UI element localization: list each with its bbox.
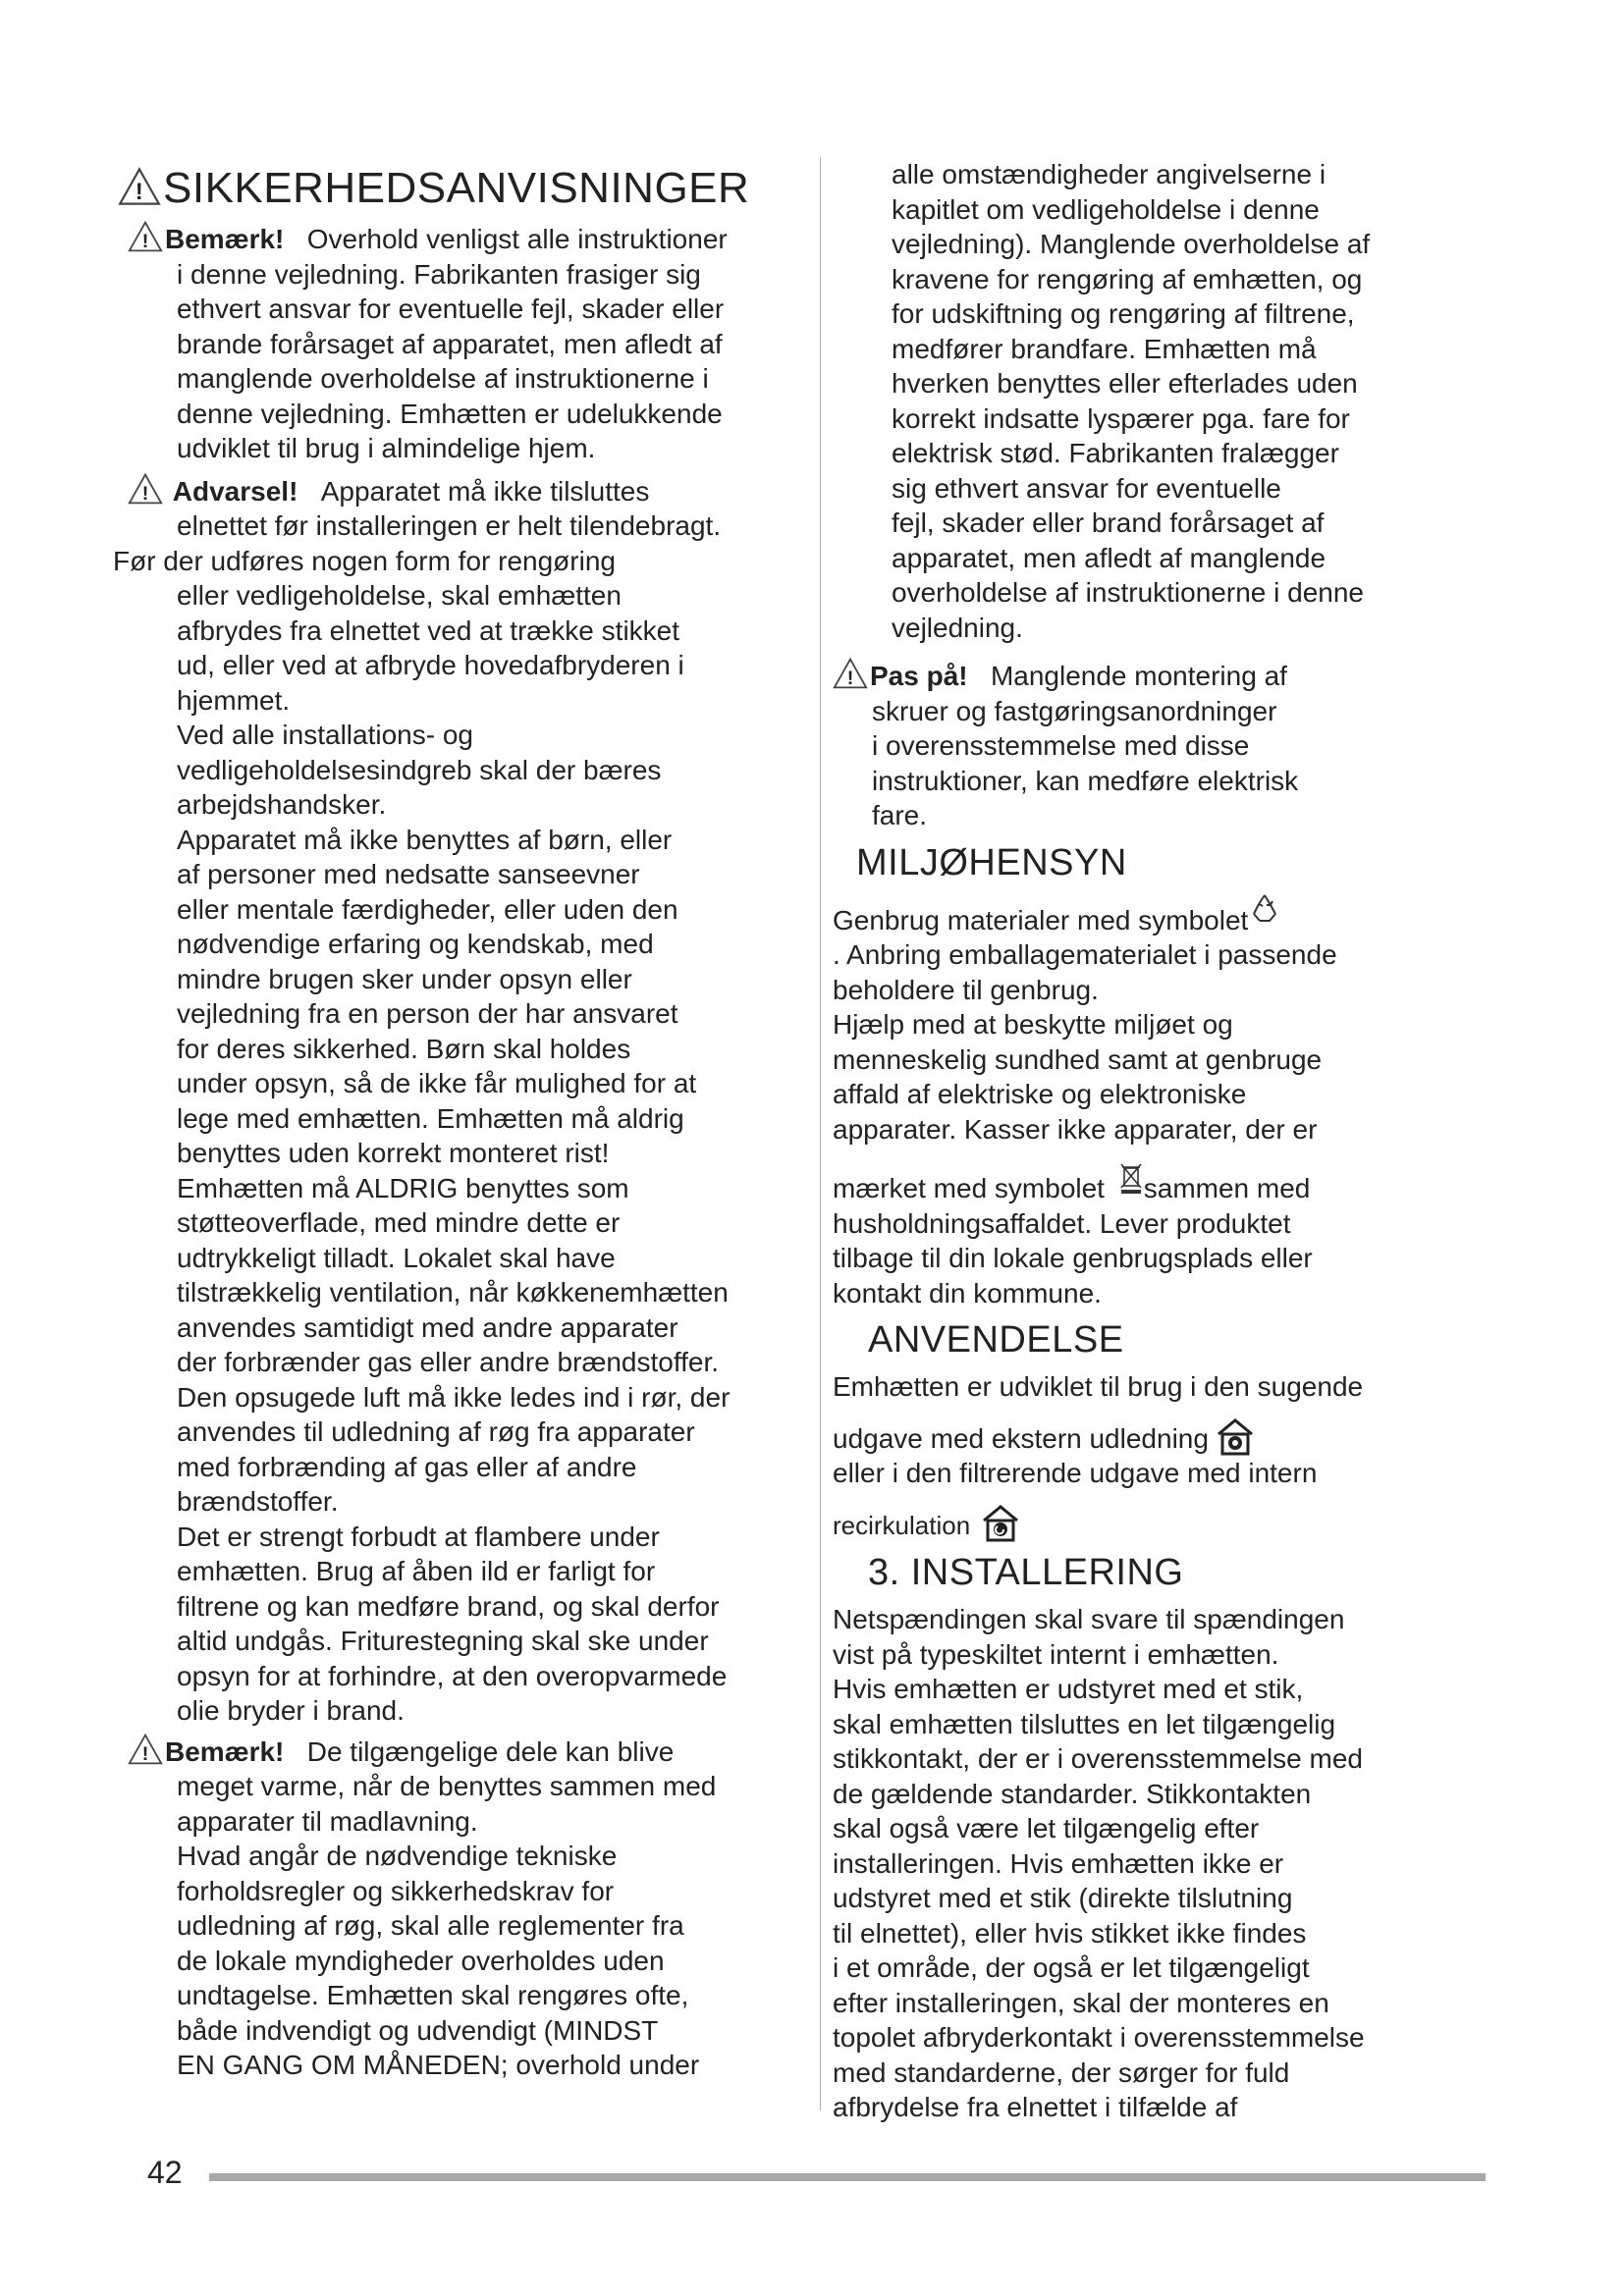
- text-line: af personer med nedsatte sanseevner: [177, 859, 640, 889]
- text-line: tilstrækkelig ventilation, når køkkenemhætten: [177, 1277, 729, 1308]
- right-column: [833, 157, 1432, 2125]
- warning-triangle-icon: [128, 220, 163, 253]
- text-line: elnettet før installeringen er helt tilendebragt.: [177, 510, 722, 541]
- text-line: . Anbring emballagematerialet i passende: [833, 939, 1337, 970]
- text-line: undtagelse. Emhætten skal rengøres ofte,: [177, 1980, 689, 2010]
- text-line: olie bryder i brand.: [177, 1695, 405, 1726]
- note-label: Bemærk!: [165, 224, 285, 254]
- text-line: kapitlet om vedligeholdelse i denne: [892, 193, 1320, 225]
- text-line: Før der udføres nogen form for rengøring: [113, 545, 616, 576]
- text-line: eller i den filtrerende udgave med intern: [833, 1458, 1318, 1488]
- text-line: udstyret med et stik (direkte tilslutning: [833, 1883, 1293, 1913]
- text-line: beholdere til genbrug.: [833, 974, 1099, 1005]
- note-block-2: [128, 1733, 805, 2083]
- text-line: Genbrug materialer med symbolet: [833, 904, 1249, 935]
- text-line: hverken benyttes eller efterlades uden: [892, 368, 1358, 399]
- continued-text: [833, 157, 1432, 645]
- text-line: udledning af røg, skal alle reglementer fra: [177, 1910, 684, 1941]
- page-number: 42: [147, 2155, 183, 2190]
- column-divider: [820, 157, 821, 2110]
- usage-text: [833, 1369, 1432, 1543]
- text-line: emhætten. Brug af åben ild er farligt for: [177, 1556, 656, 1586]
- text-line: skal emhætten tilsluttes en let tilgængelig: [833, 1708, 1336, 1739]
- text-line: stikkontakt, der er i overensstemmelse med: [833, 1743, 1363, 1774]
- warning-label: Advarsel!: [172, 475, 298, 507]
- text-line: Ved alle installations- og: [177, 720, 473, 750]
- svg-text:!: !: [141, 230, 149, 252]
- safety-heading: [118, 161, 805, 216]
- text-line: recirkulation: [833, 1510, 971, 1540]
- install-heading: 3. INSTALLERING: [868, 1552, 1184, 1593]
- text-line: alle omstændigheder angivelserne i: [892, 159, 1326, 189]
- text-line: affald af elektriske og elektroniske: [833, 1079, 1247, 1109]
- text-line: udviklet til brug i almindelige hjem.: [177, 433, 596, 463]
- text-line: Apparatet må ikke tilsluttes: [320, 475, 650, 507]
- text-line: ud, eller ved at afbryde hovedafbryderen i: [177, 650, 684, 680]
- text-line: skal også være let tilgængelig efter: [833, 1813, 1260, 1843]
- text-line: Netspændingen skal svare til spændingen: [833, 1604, 1345, 1634]
- text-line: under opsyn, så de ikke får mulighed for at: [177, 1068, 697, 1098]
- text-line: anvendes samtidigt med andre apparater: [177, 1311, 678, 1343]
- text-line: støtteoverflade, med mindre dette er: [177, 1207, 621, 1238]
- text-line: vejledning). Manglende overholdelse af: [892, 229, 1371, 259]
- text-line: for deres sikkerhed. Børn skal holdes: [177, 1033, 631, 1064]
- safety-body: [113, 544, 805, 1729]
- warning-triangle-icon: [118, 167, 161, 206]
- text-line: i overensstemmelse med disse: [872, 730, 1250, 761]
- text-line: Hvis emhætten er udstyret med et stik,: [833, 1674, 1304, 1704]
- text-line: efter installeringen, skal der monteres en: [833, 1987, 1329, 2018]
- text-line: hjemmet.: [177, 684, 291, 716]
- text-line: Hjælp med at beskytte miljøet og: [833, 1009, 1233, 1040]
- text-line: med standarderne, der sørger for fuld: [833, 2056, 1290, 2088]
- text-line: Den opsugede luft må ikke ledes ind i rør, der: [177, 1381, 731, 1413]
- text-line: Apparatet må ikke benyttes af børn, eller: [177, 824, 673, 855]
- text-line: sammen med: [1143, 1173, 1311, 1203]
- text-line: anvendes til udledning af røg fra apparater: [177, 1416, 695, 1447]
- text-line: der forbrænder gas eller andre brændstoffer.: [177, 1347, 720, 1377]
- text-line: i et område, der også er let tilgængeligt: [833, 1952, 1310, 1983]
- text-line: husholdningsaffaldet. Lever produktet: [833, 1207, 1291, 1239]
- warning-triangle-icon: [128, 1733, 163, 1766]
- text-line: vejledning fra en person der har ansvaret: [177, 998, 678, 1029]
- text-line: lege med emhætten. Emhætten må aldrig: [177, 1102, 684, 1134]
- text-line: Hvad angår de nødvendige tekniske: [177, 1841, 618, 1871]
- svg-text:!: !: [846, 667, 854, 689]
- text-line: topolet afbryderkontakt i overensstemmelse: [833, 2022, 1365, 2053]
- text-line: eller mentale færdigheder, eller uden den: [177, 893, 678, 925]
- text-line: sig ethvert ansvar for eventuelle: [892, 472, 1281, 504]
- caution-label: Pas på!: [870, 661, 968, 691]
- svg-text:!: !: [141, 1742, 149, 1765]
- text-line: i denne vejledning. Fabrikanten frasiger sig: [177, 258, 701, 290]
- text-line: medfører brandfare. Emhætten må: [892, 333, 1317, 364]
- text-line: mindre brugen sker under opsyn eller: [177, 963, 632, 994]
- environment-heading: MILJØHENSYN: [856, 841, 1127, 883]
- text-line: vedligeholdelsesindgreb skal der bæres: [177, 754, 662, 785]
- text-line: Emhætten er udviklet til brug i den sugende: [833, 1371, 1364, 1402]
- text-line: vejledning.: [892, 612, 1023, 643]
- footer-rule: [209, 2173, 1486, 2181]
- caution-block: [833, 657, 1432, 833]
- note-block-1: [128, 220, 805, 466]
- text-line: kontakt din kommune.: [833, 1277, 1102, 1308]
- text-line: tilbage til din lokale genbrugsplads eller: [833, 1243, 1313, 1273]
- text-line: EN GANG OM MÅNEDEN; overhold under: [177, 2050, 700, 2080]
- text-line: installeringen. Hvis emhætten ikke er: [833, 1847, 1284, 1879]
- recycle-icon: [1250, 892, 1279, 924]
- text-line: menneskelig sundhed samt at genbruge: [833, 1043, 1323, 1075]
- text-line: afbrydes fra elnettet ved at trække stikket: [177, 614, 680, 646]
- text-line: arbejdshandsker.: [177, 789, 387, 820]
- text-line: skruer og fastgøringsanordninger: [872, 695, 1277, 726]
- text-line: fare.: [872, 800, 928, 830]
- text-line: elektrisk stød. Fabrikanten fralægger: [892, 438, 1339, 468]
- ducted-extraction-icon: [1215, 1416, 1256, 1456]
- text-line: de lokale myndigheder overholdes uden: [177, 1945, 665, 1976]
- text-line: kravene for rengøring af emhætten, og: [892, 263, 1363, 294]
- text-line: fejl, skader eller brand forårsaget af: [892, 507, 1325, 538]
- text-line: meget varme, når de benyttes sammen med: [177, 1771, 717, 1801]
- text-line: altid undgås. Friturestegning skal ske under: [177, 1626, 709, 1656]
- warning-block: [128, 472, 805, 544]
- text-line: korrekt indsatte lyspærer pga. fare for: [892, 402, 1350, 434]
- text-line: apparatet, men afledt af manglende: [892, 542, 1326, 573]
- text-line: filtrene og kan medføre brand, og skal derfor: [177, 1590, 720, 1622]
- weee-bin-icon: [1118, 1160, 1144, 1194]
- text-line: de gældende standarder. Stikkontakten: [833, 1778, 1312, 1809]
- text-line: manglende overholdelse af instruktionerne i: [177, 363, 709, 394]
- text-line: afbrydelse fra elnettet i tilfælde af: [833, 2092, 1238, 2122]
- recirculation-icon: [980, 1503, 1021, 1542]
- text-line: for udskiftning og rengøring af filtrene,: [892, 298, 1355, 329]
- text-line: Overhold venligst alle instruktioner: [306, 224, 728, 254]
- text-line: Emhætten må ALDRIG benyttes som: [177, 1172, 629, 1203]
- page-title: SIKKERHEDSANVISNINGER: [163, 164, 750, 212]
- text-line: instruktioner, kan medføre elektrisk: [872, 765, 1299, 796]
- left-column: [113, 147, 805, 2083]
- note-label: Bemærk!: [165, 1735, 285, 1767]
- text-line: apparater til madlavning.: [177, 1805, 478, 1837]
- text-line: med forbrænding af gas eller af andre: [177, 1451, 637, 1482]
- svg-text:!: !: [141, 482, 149, 505]
- text-line: benyttes uden korrekt monteret rist!: [177, 1138, 610, 1168]
- text-line: brande forårsaget af apparatet, men afledt af: [177, 328, 723, 359]
- text-line: apparater. Kasser ikke apparater, der er: [833, 1113, 1318, 1145]
- text-line: opsyn for at forhindre, at den overopvarmede: [177, 1660, 728, 1691]
- text-line: Manglende montering af: [990, 661, 1287, 691]
- usage-heading: ANVENDELSE: [868, 1319, 1124, 1361]
- text-line: både indvendigt og udvendigt (MINDST: [177, 2014, 659, 2046]
- text-line: brændstoffer.: [177, 1486, 339, 1517]
- warning-triangle-icon: [833, 657, 868, 690]
- text-line: overholdelse af instruktionerne i denne: [892, 577, 1364, 608]
- text-line: De tilgængelige dele kan blive: [306, 1735, 675, 1767]
- text-line: forholdsregler og sikkerhedskrav for: [177, 1875, 615, 1906]
- warning-triangle-icon: [128, 472, 163, 506]
- text-line: nødvendige erfaring og kendskab, med: [177, 929, 654, 959]
- text-line: Det er strengt forbudt at flambere under: [177, 1521, 660, 1552]
- svg-text:!: !: [135, 179, 144, 206]
- text-line: denne vejledning. Emhætten er udelukkende: [177, 398, 723, 429]
- text-line: til elnettet), eller hvis stikket ikke findes: [833, 1917, 1307, 1949]
- text-line: udgave med ekstern udledning: [833, 1422, 1209, 1454]
- text-line: eller vedligeholdelse, skal emhætten: [177, 580, 622, 611]
- environment-text: [833, 892, 1432, 1311]
- text-line: udtrykkeligt tilladt. Lokalet skal have: [177, 1242, 616, 1273]
- text-line: vist på typeskiltet internt i emhætten.: [833, 1638, 1279, 1670]
- install-text: [833, 1602, 1432, 2125]
- text-line: ethvert ansvar for eventuelle fejl, skader eller: [177, 294, 725, 324]
- text-line: mærket med symbolet: [833, 1173, 1112, 1203]
